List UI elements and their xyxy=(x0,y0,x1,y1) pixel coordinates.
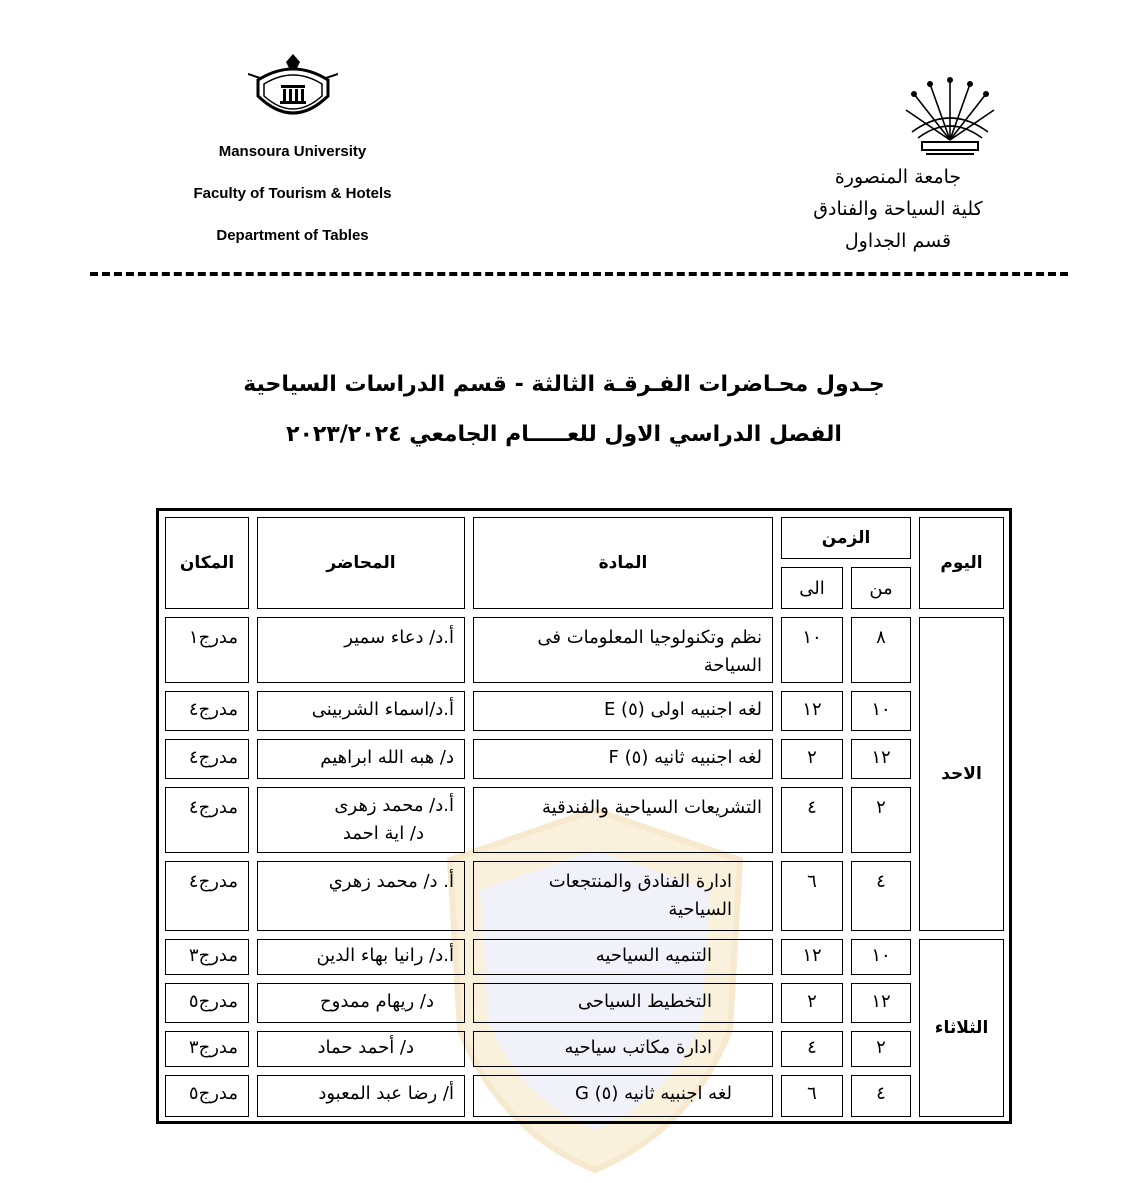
row-to: ١٠ xyxy=(781,617,843,683)
schedule-table xyxy=(156,508,1012,1124)
row-subject: لغه اجنبيه ثانيه (٥) G xyxy=(473,1075,773,1117)
row-place: مدرج٤ xyxy=(165,787,249,853)
header-day: اليوم xyxy=(919,517,1004,609)
header-lecturer: المحاضر xyxy=(257,517,465,609)
header-time: الزمن xyxy=(781,517,911,559)
row-to: ١٢ xyxy=(781,939,843,975)
day-tuesday: الثلاثاء xyxy=(919,939,1004,1117)
row-place: مدرج٥ xyxy=(165,1075,249,1117)
row-to: ١٢ xyxy=(781,691,843,731)
row-subject: ادارة الفنادق والمنتجعات السياحية xyxy=(473,861,773,931)
row-subject: نظم وتكنولوجيا المعلومات فى السياحة xyxy=(473,617,773,683)
header-to: الى xyxy=(781,567,843,609)
row-from: ٢ xyxy=(851,1031,911,1067)
row-to: ٤ xyxy=(781,1031,843,1067)
row-lecturer: أ. د/ محمد زهري xyxy=(257,861,465,931)
row-place: مدرج٤ xyxy=(165,861,249,931)
row-place: مدرج٤ xyxy=(165,691,249,731)
university-seal-icon xyxy=(248,52,338,132)
row-to: ٤ xyxy=(781,787,843,853)
row-from: ٢ xyxy=(851,787,911,853)
row-from: ١٠ xyxy=(851,939,911,975)
schedule-title: جـدول محـاضرات الفـرقـة الثالثة - قسم الدراسات السياحية xyxy=(243,372,885,397)
row-from: ٨ xyxy=(851,617,911,683)
row-subject: لغه اجنبيه ثانيه (٥) F xyxy=(473,739,773,779)
row-from: ٤ xyxy=(851,1075,911,1117)
row-lecturer: أ.د/ رانيا بهاء الدين xyxy=(257,939,465,975)
row-subject: لغه اجنبيه اولى (٥) E xyxy=(473,691,773,731)
mansoura-emblem-icon xyxy=(900,70,1000,162)
row-from: ١٢ xyxy=(851,739,911,779)
university-name-ar: جامعة المنصورة xyxy=(834,166,962,188)
row-subject: التخطيط السياحى xyxy=(473,983,773,1023)
row-from: ١٠ xyxy=(851,691,911,731)
row-subject: التنميه السياحيه xyxy=(473,939,773,975)
university-name-en: Mansoura University xyxy=(218,143,367,160)
header-subject: المادة xyxy=(473,517,773,609)
row-from: ١٢ xyxy=(851,983,911,1023)
row-to: ٦ xyxy=(781,861,843,931)
faculty-name-ar: كلية السياحة والفنادق xyxy=(813,198,983,220)
department-name-ar: قسم الجداول xyxy=(844,230,952,252)
row-subject: التشريعات السياحية والفندقية xyxy=(473,787,773,853)
row-lecturer: د/ أحمد حماد xyxy=(257,1031,465,1067)
row-place: مدرج١ xyxy=(165,617,249,683)
semester-title: الفصل الدراسي الاول للعـــــام الجامعي ٢٠٢٣/٢٠٢٤ xyxy=(286,422,842,447)
row-to: ٢ xyxy=(781,983,843,1023)
row-lecturer: أ.د/ محمد زهرى د/ اية احمد xyxy=(257,787,465,853)
row-place: مدرج٤ xyxy=(165,739,249,779)
row-to: ٦ xyxy=(781,1075,843,1117)
header-divider xyxy=(90,272,1068,276)
header-from: من xyxy=(851,567,911,609)
header-place: المكان xyxy=(165,517,249,609)
row-lecturer: د/ هبه الله ابراهيم xyxy=(257,739,465,779)
row-lecturer: أ.د/ دعاء سمير xyxy=(257,617,465,683)
row-place: مدرج٣ xyxy=(165,1031,249,1067)
faculty-name-en: Faculty of Tourism & Hotels xyxy=(193,185,392,202)
row-subject: ادارة مكاتب سياحيه xyxy=(473,1031,773,1067)
row-place: مدرج٣ xyxy=(165,939,249,975)
row-lecturer: أ/ رضا عبد المعبود xyxy=(257,1075,465,1117)
day-sunday: الاحد xyxy=(919,617,1004,931)
department-name-en: Department of Tables xyxy=(216,227,369,244)
row-to: ٢ xyxy=(781,739,843,779)
row-lecturer: أ.د/اسماء الشربينى xyxy=(257,691,465,731)
row-from: ٤ xyxy=(851,861,911,931)
row-lecturer: د/ ريهام ممدوح xyxy=(257,983,465,1023)
row-place: مدرج٥ xyxy=(165,983,249,1023)
